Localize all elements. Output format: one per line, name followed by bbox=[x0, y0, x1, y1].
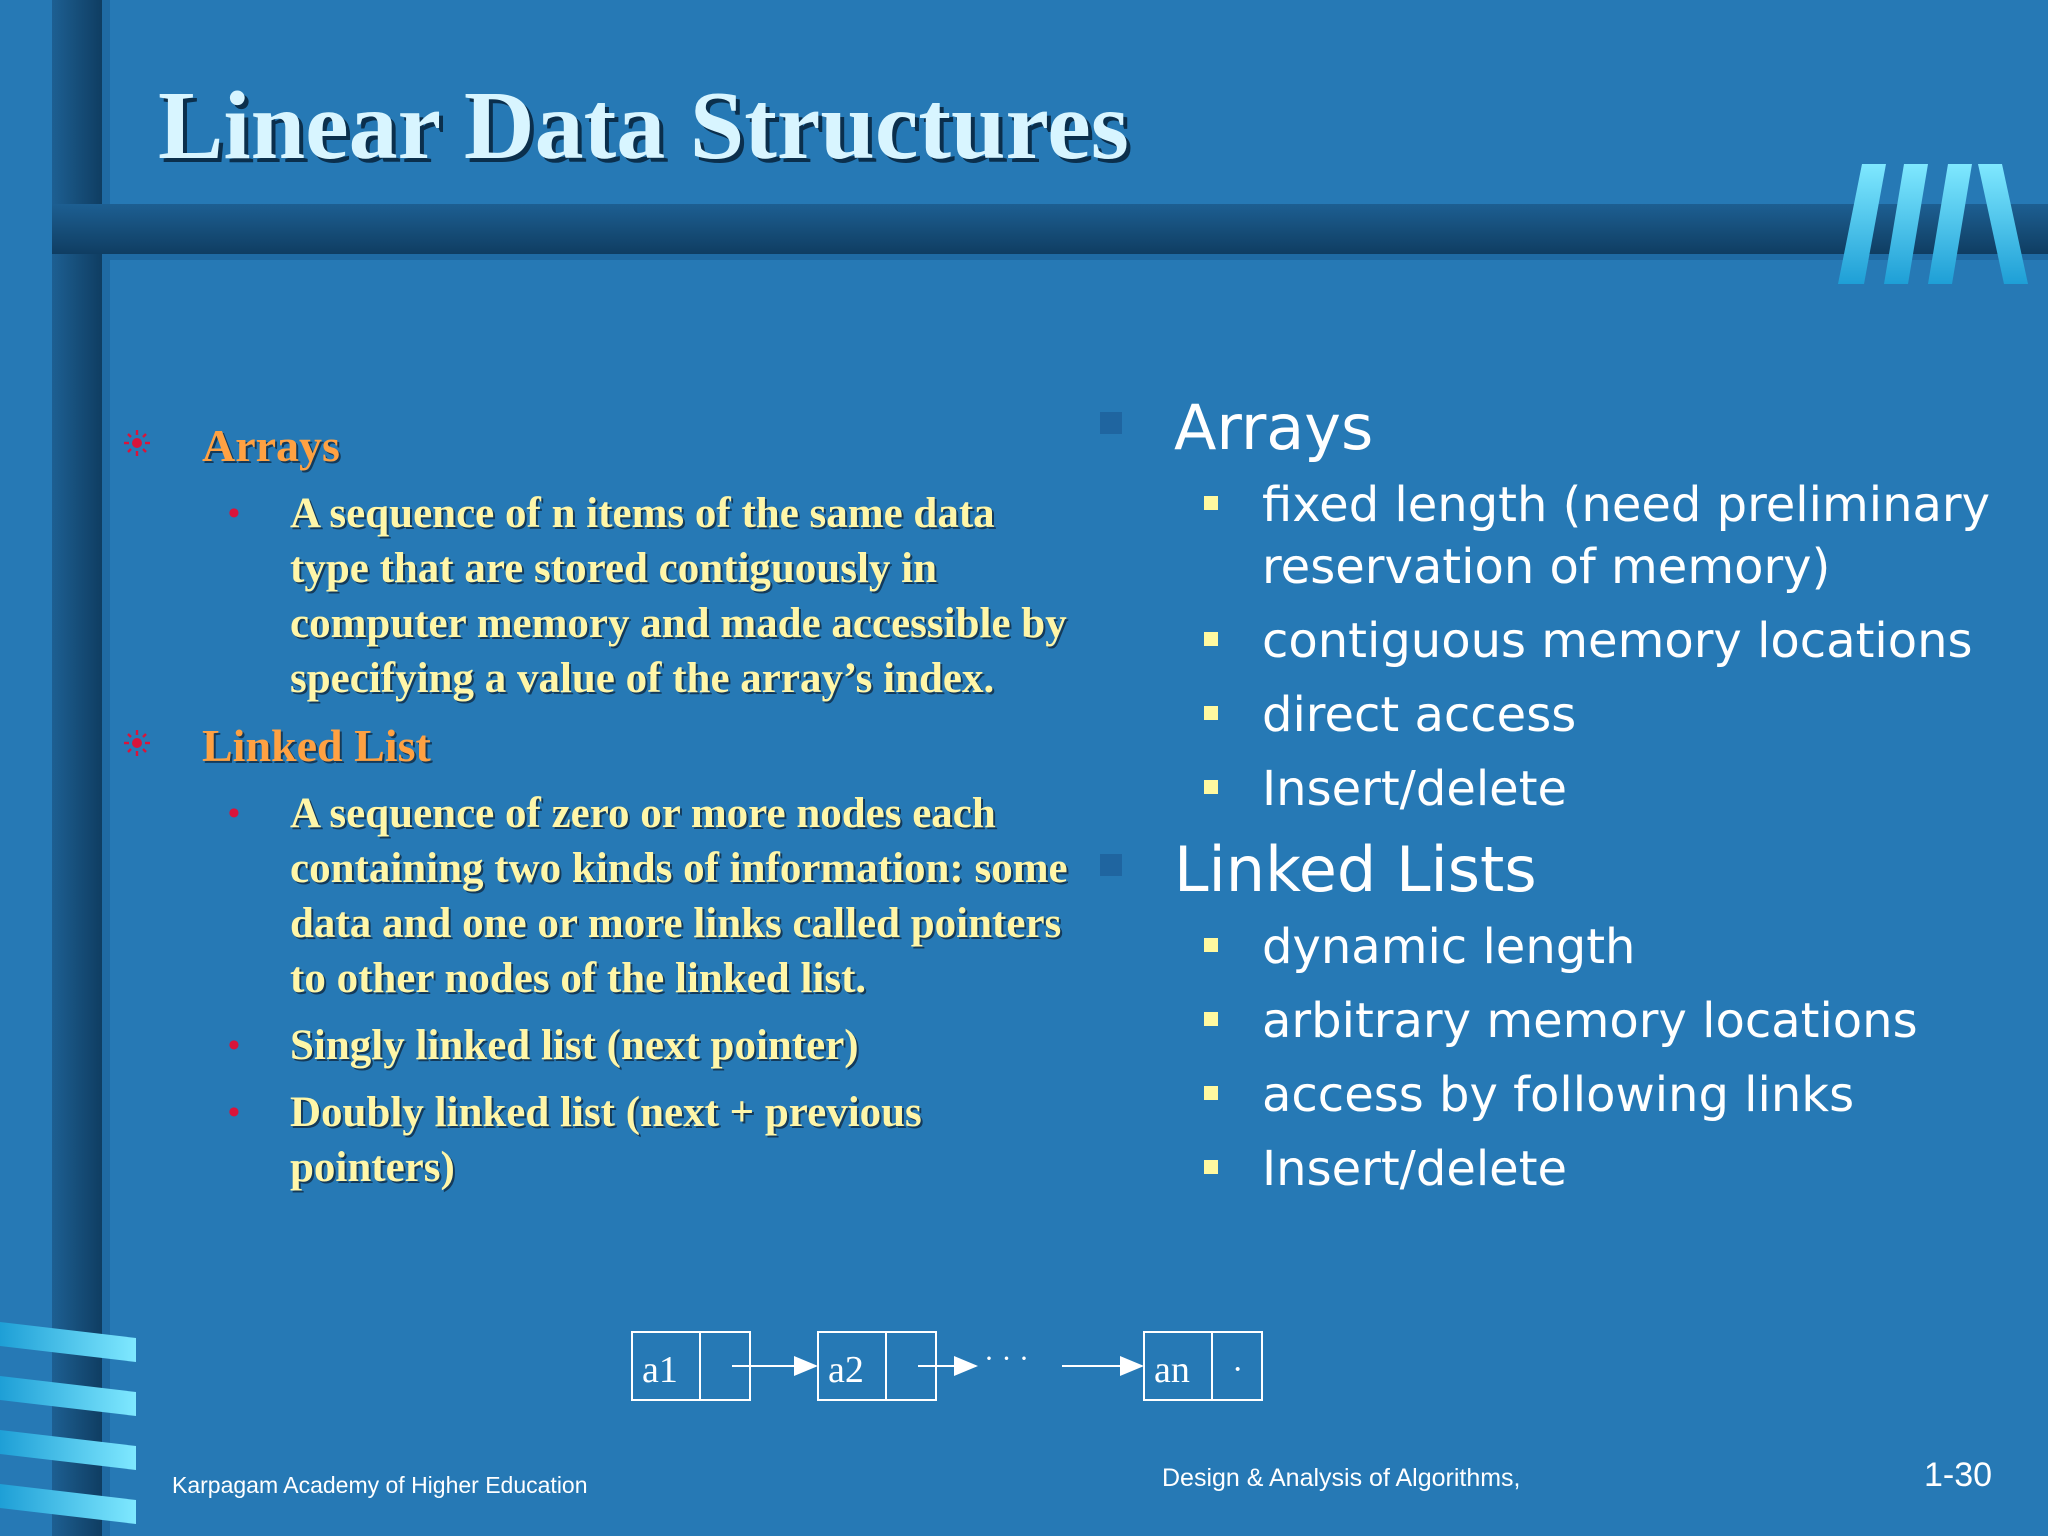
right-arrays-item-text: direct access bbox=[1262, 687, 1577, 743]
right-arrays-heading-item bbox=[1100, 390, 2040, 466]
node-label: a2 bbox=[828, 1349, 864, 1391]
right-linked-item bbox=[1100, 990, 2040, 1052]
footer-course: Design & Analysis of Algorithms, bbox=[1162, 1464, 1521, 1492]
bullet-dot-icon: • bbox=[228, 495, 240, 532]
bullet-dot-icon: • bbox=[228, 795, 240, 832]
right-linked-heading-item bbox=[1100, 832, 2040, 908]
square-bullet-icon bbox=[1204, 496, 1218, 510]
linked-list-heading: Linked List bbox=[202, 720, 431, 771]
right-arrays-item-text: fixed length (need preliminary reservation of memory) bbox=[1262, 477, 1991, 595]
linked-list-heading-item bbox=[120, 718, 1080, 774]
null-marker: · bbox=[1232, 1351, 1244, 1388]
square-bullet-icon bbox=[1204, 1160, 1218, 1174]
slide-number: 1-30 bbox=[1924, 1456, 1993, 1494]
arrays-description-item bbox=[120, 486, 1080, 706]
ellipsis-text: · · · bbox=[984, 1342, 1029, 1375]
right-arrays-item-text: contiguous memory locations bbox=[1262, 613, 1973, 669]
arrays-heading-item bbox=[120, 418, 1080, 474]
sun-bullet-icon bbox=[124, 430, 150, 456]
right-arrays-item-text: Insert/delete bbox=[1262, 761, 1568, 817]
right-arrays-item bbox=[1100, 684, 2040, 746]
doubly-linked-text: Doubly linked list (next + previous pointers) bbox=[290, 1089, 922, 1191]
right-linked-item bbox=[1100, 1064, 2040, 1126]
arrays-heading: Arrays bbox=[202, 420, 340, 471]
right-linked-item-text: Insert/delete bbox=[1262, 1141, 1568, 1197]
node-label: a1 bbox=[642, 1349, 678, 1391]
right-linked-item-text: dynamic length bbox=[1262, 919, 1636, 975]
stripes-logo-icon bbox=[1830, 160, 2030, 284]
linked-list-diagram bbox=[620, 1320, 1280, 1410]
right-linked-item bbox=[1100, 1138, 2040, 1200]
frame-horizontal-bar bbox=[52, 204, 2048, 254]
singly-linked-text: Singly linked list (next pointer) bbox=[290, 1022, 859, 1069]
left-column bbox=[120, 418, 1080, 1207]
square-bullet-icon bbox=[1204, 780, 1218, 794]
right-linked-heading: Linked Lists bbox=[1174, 833, 1537, 906]
frame-horizontal-edge bbox=[102, 254, 2048, 260]
stripes-logo-icon-bottom bbox=[0, 1318, 150, 1536]
square-bullet-icon bbox=[1204, 938, 1218, 952]
doubly-linked-item bbox=[120, 1085, 1080, 1195]
right-linked-item-text: arbitrary memory locations bbox=[1262, 993, 1918, 1049]
node-label: an bbox=[1154, 1349, 1190, 1391]
arrays-description: A sequence of n items of the same data type that are stored contiguously in computer memory and made accessible by specifying a value of the array’s index. bbox=[290, 490, 1067, 702]
right-linked-item-text: access by following links bbox=[1262, 1067, 1855, 1123]
right-arrays-item bbox=[1100, 758, 2040, 820]
right-arrays-item bbox=[1100, 474, 2040, 598]
square-bullet-icon bbox=[1204, 706, 1218, 720]
square-bullet-icon bbox=[1204, 632, 1218, 646]
square-bullet-icon bbox=[1100, 412, 1122, 434]
right-arrays-item bbox=[1100, 610, 2040, 672]
singly-linked-item bbox=[120, 1018, 1080, 1073]
bullet-dot-icon: • bbox=[228, 1027, 240, 1064]
square-bullet-icon bbox=[1100, 854, 1122, 876]
footer-institution: Karpagam Academy of Higher Education bbox=[172, 1472, 588, 1498]
sun-bullet-icon bbox=[124, 730, 150, 756]
right-column bbox=[1100, 390, 2040, 1212]
right-linked-item bbox=[1100, 916, 2040, 978]
bullet-dot-icon: • bbox=[228, 1094, 240, 1131]
square-bullet-icon bbox=[1204, 1086, 1218, 1100]
right-arrays-heading: Arrays bbox=[1174, 391, 1374, 464]
linked-list-description: A sequence of zero or more nodes each containing two kinds of information: some data and one or more links called pointers to other nodes of the linked list. bbox=[290, 790, 1068, 1002]
square-bullet-icon bbox=[1204, 1012, 1218, 1026]
linked-list-description-item bbox=[120, 786, 1080, 1006]
slide-title: Linear Data Structures bbox=[158, 72, 1129, 180]
